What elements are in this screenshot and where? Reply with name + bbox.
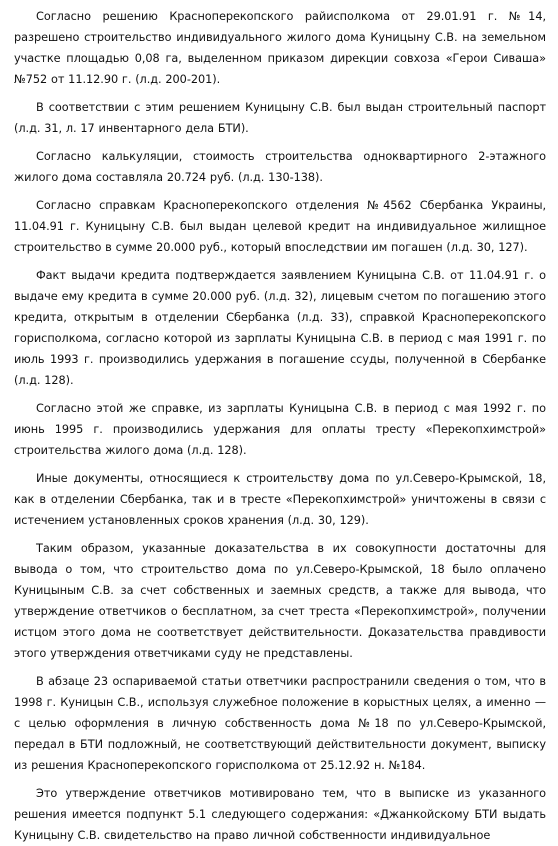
paragraph: Таким образом, указанные доказательства в их совокупности достаточны для вывода о том, что строительство дома по ул.Северо-Крымской, 18 было оплачено Куницыным С.В. за счет собственных и заемных средств, а также для вывода, что утверждение ответчиков о бесплатном, за счет треста «Перекопхимстрой», получении истцом этого дома не соответствует действительности. Доказательства правдивости этого утверждения ответчиками суду не представлены. (14, 542, 546, 660)
paragraph: В абзаце 23 оспариваемой статьи ответчики распространили сведения о том, что в 1998 г. Куницын С.В., используя служебное положение в корыстных целях, а именно — с целью оформления в личную собственность дома №18 по ул.Северо-Крымской, передал в БТИ подложный, не соответствующий действительности документ, выписку из решения Красноперекопского горисполкома от 25.12.92 н. №184. (14, 675, 546, 772)
paragraph: Согласно справкам Красноперекопского отделения №4562 Сбербанка Украины, 11.04.91 г. Куницыну С.В. был выдан целевой кредит на индивидуальное жилищное строительство в сумме 20.000 руб., который впоследствии им погашен (л.д. 30, 127). (14, 199, 546, 254)
paragraph: Факт выдачи кредита подтверждается заявлением Куницына С.В. от 11.04.91 г. о выдаче ему кредита в сумме 20.000 руб. (л.д. 32), лицевым счетом по погашению этого кредита, открытым в отделении Сбербанка (л.д. 33), справкой Красноперекопского горисполкома, согласно которой из зарплаты Куницына С.В. в период с мая 1991 г. по июль 1993 г. производились удержания в погашение ссуды, полученной в Сбербанке (л.д. 128). (14, 269, 546, 387)
paragraph: Согласно калькуляции, стоимость строительства одноквартирного 2-этажного жилого дома составляла 20.724 руб. (л.д. 130-138). (14, 150, 546, 184)
paragraph: Это утверждение ответчиков мотивировано тем, что в выписке из указанного решения имеется подпункт 5.1 следующего содержания: «Джанкойскому БТИ выдать Куницыну С.В. свидетельство на право личной собственности индивидуальное (14, 787, 546, 842)
paragraph: Согласно решению Красноперекопского райисполкома от 29.01.91 г. №14, разрешено строительство индивидуального жилого дома Куницыну С.В. на земельном участке площадью 0,08 га, выделенном приказом дирекции совхоза «Герои Сиваша» №752 от 11.12.90 г. (л.д. 200-201). (14, 10, 546, 86)
paragraph: Согласно этой же справке, из зарплаты Куницына С.В. в период с мая 1992 г. по июнь 1995 г. производились удержания для оплаты тресту «Перекопхимстрой» строительства жилого дома (л.д. 128). (14, 402, 546, 457)
paragraph: Иные документы, относящиеся к строительству дома по ул.Северо-Крымской, 18, как в отделении Сбербанка, так и в тресте «Перекопхимстрой» уничтожены в связи с истечением установленных сроков хранения (л.д. 30, 129). (14, 472, 546, 527)
paragraph: В соответствии с этим решением Куницыну С.В. был выдан строительный паспорт (л.д. 31, л. 17 инвентарного дела БТИ). (14, 101, 546, 135)
